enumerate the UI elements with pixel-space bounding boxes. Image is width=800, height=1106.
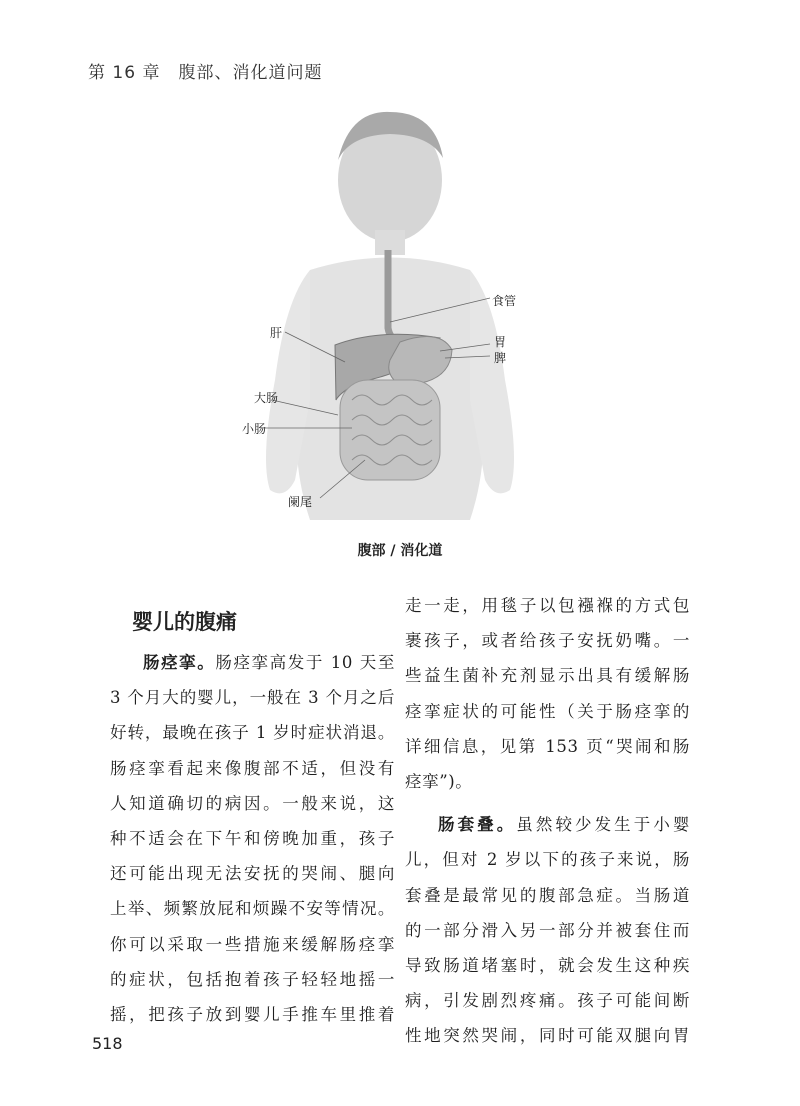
paragraph-line: 的症状，包括抱着孩子轻轻地摇一 — [110, 969, 395, 989]
paragraph-line: 肠痉挛。肠痉挛高发于 10 天至 — [143, 653, 395, 672]
paragraph-line: 你可以采取一些措施来缓解肠痉挛 — [110, 934, 395, 954]
paragraph-line: 些益生菌补充剂显示出具有缓解肠 — [405, 666, 690, 686]
label-appendix: 阑尾 — [288, 495, 313, 509]
paragraph-line: 摇，把孩子放到婴儿手推车里推着 — [110, 1005, 395, 1025]
figure-caption: 腹部 / 消化道 — [357, 543, 443, 559]
paragraph-line: 痉挛”)。 — [405, 772, 473, 792]
paragraph-line: 好转，最晚在孩子 1 岁时症状消退。 — [110, 723, 395, 743]
label-stomach: 胃 — [494, 335, 507, 349]
paragraph-line: 3 个月大的婴儿，一般在 3 个月之后 — [110, 688, 395, 708]
paragraph-line: 肠套叠。虽然较少发生于小婴 — [438, 815, 690, 835]
paragraph-line: 裹孩子，或者给孩子安抚奶嘴。一 — [405, 631, 690, 651]
section-title: 婴儿的腹痛 — [132, 610, 237, 634]
term-intussusception: 肠套叠。 — [438, 815, 517, 835]
running-head — [88, 58, 322, 83]
chapter-title: 腹部、消化道问题 — [178, 63, 323, 83]
paragraph-line: 导致肠道堵塞时，就会发生这种疾 — [405, 956, 690, 976]
child-anatomy-drawing — [240, 100, 540, 530]
paragraph-line: 儿，但对 2 岁以下的孩子来说，肠 — [405, 850, 690, 870]
paragraph-line: 肠痉挛看起来像腹部不适，但没有 — [110, 758, 395, 778]
label-small-intestine: 小肠 — [242, 422, 267, 436]
label-esophagus: 食管 — [492, 294, 517, 308]
digestive-system-illustration — [240, 100, 540, 530]
paragraph-line: 走一走，用毯子以包襁褓的方式包 — [405, 596, 690, 615]
paragraph-line: 种不适会在下午和傍晚加重，孩子 — [110, 829, 395, 849]
paragraph-line: 人知道确切的病因。一般来说，这 — [110, 793, 395, 813]
paragraph-line: 的一部分滑入另一部分并被套住而 — [405, 920, 690, 940]
left-column — [110, 645, 395, 1032]
paragraph-line: 性地突然哭闹，同时可能双腿向胃 — [405, 1026, 690, 1046]
paragraph-line: 痉挛症状的可能性（关于肠痉挛的 — [405, 701, 690, 721]
chapter-number: 第 16 章 — [88, 63, 161, 83]
page-number: 518 — [92, 1034, 123, 1053]
term-colic: 肠痉挛。 — [143, 653, 216, 672]
paragraph-line: 还可能出现无法安抚的哭闹、腿向 — [110, 864, 395, 884]
label-spleen: 脾 — [494, 351, 507, 365]
paragraph-line: 详细信息，见第 153 页“哭闹和肠 — [405, 736, 690, 756]
paragraph-line: 病，引发剧烈疼痛。孩子可能间断 — [405, 991, 690, 1011]
right-column — [405, 588, 690, 1054]
paragraph-line: 上举、频繁放屁和烦躁不安等情况。 — [110, 899, 395, 919]
paragraph-line: 套叠是最常见的腹部急症。当肠道 — [405, 885, 690, 905]
label-liver: 肝 — [270, 326, 283, 340]
label-large-intestine: 大肠 — [254, 391, 279, 405]
